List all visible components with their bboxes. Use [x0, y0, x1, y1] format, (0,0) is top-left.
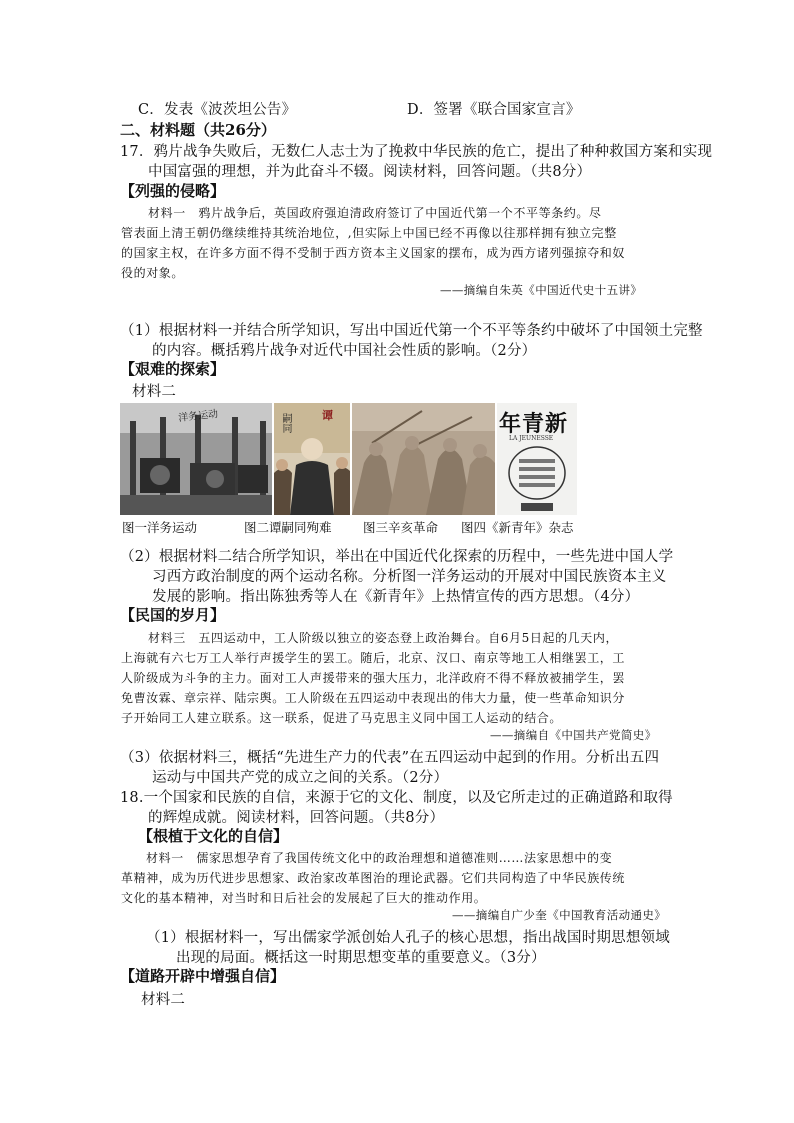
section-title: 二、材料题（共26分） [120, 121, 276, 139]
option-c: C．发表《波茨坦公告》 [138, 102, 297, 118]
q17-material1-line2: 管表面上清王朝仍继续维持其统治地位，,但实际上中国已经不再像以往那样拥有独立完整 [121, 226, 617, 240]
q17-sub3-line2: 运动与中国共产党的成立之间的关系。（2分） [152, 770, 449, 786]
image-tan-sitong [274, 403, 350, 515]
q17-material3-line1: 材料三 五四运动中，工人阶级以独立的姿态登上政治舞台。自6月5日起的几天内， [148, 631, 619, 645]
q17-heading-invasion: 【列强的侵略】 [120, 182, 226, 200]
image-westernization-movement [120, 403, 272, 515]
q18-material1-source: ——摘编自广少奎《中国教育活动通史》 [452, 908, 667, 922]
image2-text-tan: 谭 [322, 409, 333, 422]
q18-sub1-line2: 出现的局面。概括这一时期思想变革的重要意义。（3分） [176, 950, 546, 966]
caption-fig4: 图四《新青年》杂志 [461, 520, 574, 535]
q17-material1-line4: 役的对象。 [121, 266, 185, 280]
q17-sub2-line2: 习西方政治制度的两个运动名称。分析图一洋务运动的开展对中国民族资本主义 [152, 569, 667, 585]
q18-material1-line1: 材料一 儒家思想孕育了我国传统文化中的政治理想和道德准则……法家思想中的变 [146, 851, 613, 865]
q18-sub1-line1: （1）根据材料一，写出儒家学派创始人孔子的核心思想，指出战国时期思想领域 [146, 930, 670, 946]
option-d: D．签署《联合国家宣言》 [407, 102, 581, 118]
image-xinhai-revolution [352, 403, 495, 515]
q17-intro-line1: 17．鸦片战争失败后，无数仁人志士为了挽救中华民族的危亡，提出了种种救国方案和实现 [120, 144, 713, 160]
image2-text-sitong: 嗣同 [280, 413, 291, 433]
q17-material2-label: 材料二 [132, 384, 177, 400]
q18-intro-line2: 的辉煌成就。阅读材料，回答问题。（共8分） [148, 810, 445, 826]
q18-heading-culture: 【根植于文化的自信】 [138, 827, 289, 845]
q17-material1-line1: 材料一 鸦片战争后，英国政府强迫清政府签订了中国近代第一个不平等条约。尽 [148, 206, 602, 220]
q17-sub3-line1: （3）依据材料三，概括“先进生产力的代表”在五四运动中起到的作用。分析出五四 [120, 750, 660, 766]
q17-heading-exploration: 【艰难的探索】 [120, 360, 226, 378]
q17-material1-source: ——摘编自朱英《中国近代史十五讲》 [440, 283, 643, 297]
q17-material3-line4: 免曹汝霖、章宗祥、陆宗舆。工人阶级在五四运动中表现出的伟大力量，使一些革命知识分 [121, 691, 626, 705]
image1-title-text: 洋务运动 [177, 408, 219, 425]
image-new-youth-magazine [497, 403, 577, 515]
q18-intro-line1: 18.一个国家和民族的自信，来源于它的文化、制度，以及它所走过的正确道路和取得 [120, 790, 673, 806]
q18-material1-line2: 革精神，成为历代进步思想家、政治家改革图治的理论武器。它们共同构造了中华民族传统 [121, 871, 626, 885]
magazine-subtitle: LA JEUNESSE [509, 435, 554, 442]
q17-material3-line5: 子开始同工人建立联系。这一联系，促进了马克思主义同中国工人运动的结合。 [121, 711, 563, 725]
q18-material2-label: 材料二 [141, 992, 186, 1008]
q17-material1-line3: 的国家主权，在许多方面不得不受制于西方资本主义国家的摆布，成为西方诸列强掠夺和奴 [121, 246, 626, 260]
q17-material3-source: ——摘编自《中国共产党简史》 [490, 728, 657, 742]
q17-sub2-line3: 发展的影响。指出陈独秀等人在《新青年》上热情宣传的西方思想。（4分） [152, 589, 640, 605]
q17-material3-line3: 人阶级成为斗争的主力。面对工人声援带来的强大压力，北洋政府不得不释放被捕学生，罢 [121, 671, 626, 685]
q17-sub1-line2: 的内容。概括鸦片战争对近代中国社会性质的影响。（2分） [152, 343, 537, 359]
caption-fig2: 图二谭嗣同殉难 [244, 520, 332, 535]
q17-intro-line2: 中国富强的理想，并为此奋斗不辍。阅读材料，回答问题。（共8分） [148, 164, 592, 180]
magazine-title: 年青新 [499, 411, 569, 437]
q17-sub1-line1: （1）根据材料一并结合所学知识，写出中国近代第一个不平等条约中破坏了中国领土完整 [120, 323, 703, 339]
q18-material1-line3: 文化的基本精神，对当时和日后社会的发展起了巨大的推动作用。 [121, 891, 487, 905]
q18-heading-road: 【道路开辟中增强自信】 [120, 967, 286, 985]
q17-material3-line2: 上海就有六七万工人举行声援学生的罢工。随后，北京、汉口、南京等地工人相继罢工，工 [121, 651, 626, 665]
caption-fig1: 图一洋务运动 [122, 520, 198, 535]
q17-sub2-line1: （2）根据材料二结合所学知识，举出在中国近代化探索的历程中，一些先进中国人学 [120, 549, 674, 565]
caption-fig3: 图三辛亥革命 [363, 520, 439, 535]
q17-heading-republic: 【民国的岁月】 [120, 606, 226, 624]
